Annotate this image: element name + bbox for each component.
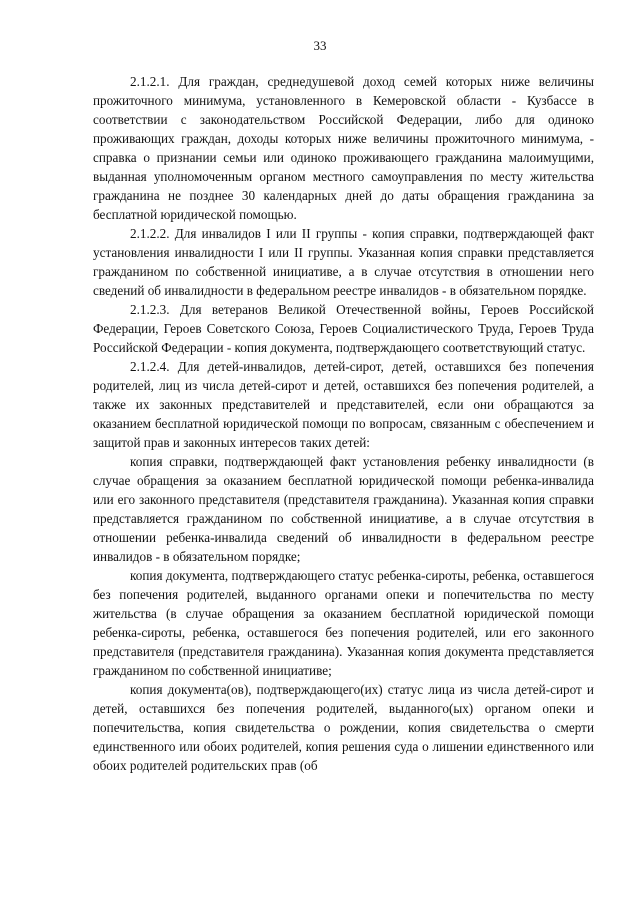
- page-number: 33: [313, 38, 327, 53]
- document-body: [93, 72, 594, 775]
- paragraph-2-1-2-4: 2.1.2.4. Для детей-инвалидов, детей-сирот, детей, оставшихся без попечения родителей, лиц из числа детей-сирот и детей, оставшихся без попечения родителей, а также их законных представителей и представителей, если они обращаются за оказанием бесплатной юридической помощи по вопросам, связанным с обеспечением и защитой прав и законных интересов таких детей:: [93, 359, 594, 450]
- paragraph-2-1-2-2: 2.1.2.2. Для инвалидов I или II группы - копия справки, подтверждающей факт установления инвалидности I или II группы. Указанная копия справки представляется гражданином по собственной инициативе, а в случае отсутствия в отношении него сведений об инвалидности в федеральном реестре инвалидов - в обязательном порядке.: [93, 226, 594, 298]
- paragraph-disability-certificate: копия справки, подтверждающей факт установления ребенку инвалидности (в случае обращения за оказанием бесплатной юридической помощи ребенка-инвалида или его законного представителя (представителя гражданина). Указанная копия справки представляется гражданином по собственной инициативе, а в случае отсутствия в отношении ребенка-инвалида сведений об инвалидности в федеральном реестре инвалидов - в обязательном порядке;: [93, 454, 594, 564]
- paragraph-orphan-status-document: копия документа, подтверждающего статус ребенка-сироты, ребенка, оставшегося без попечения родителей, выданного органами опеки и попечительства по месту жительства (в случае обращения за оказанием бесплатной юридической помощи ребенка-сироты, ребенка, оставшегося без попечения родителей, или его законного представителя (представителя гражданина). Указанная копия документа представляется гражданином по собственной инициативе;: [93, 568, 594, 678]
- paragraph-2-1-2-3: 2.1.2.3. Для ветеранов Великой Отечественной войны, Героев Российской Федерации, Героев Советского Союза, Героев Социалистического Труда, Героев Труда Российской Федерации - копия документа, подтверждающего соответствующий статус.: [93, 302, 594, 355]
- paragraph-2-1-2-1: 2.1.2.1. Для граждан, среднедушевой доход семей которых ниже величины прожиточного минимума, установленного в Кемеровской области - Кузбассе в соответствии с законодательством Российской Федерации, либо для одиноко проживающих граждан, доходы которых ниже величины прожиточного минимума, - справка о признании семьи или одиноко проживающего гражданина малоимущими, выданная уполномоченным органом местного самоуправления по месту жительства гражданина не позднее 30 календарных дней до даты обращения гражданина за бесплатной юридической помощью.: [93, 74, 594, 222]
- paragraph-orphan-documents-list: копия документа(ов), подтверждающего(их) статус лица из числа детей-сирот и детей, оставшихся без попечения родителей, выданного(ых) органом опеки и попечительства, копия свидетельства о рождении, копия свидетельства о смерти единственного или обоих родителей, копия решения суда о лишении единственного или обоих родителей родительских прав (об: [93, 682, 594, 773]
